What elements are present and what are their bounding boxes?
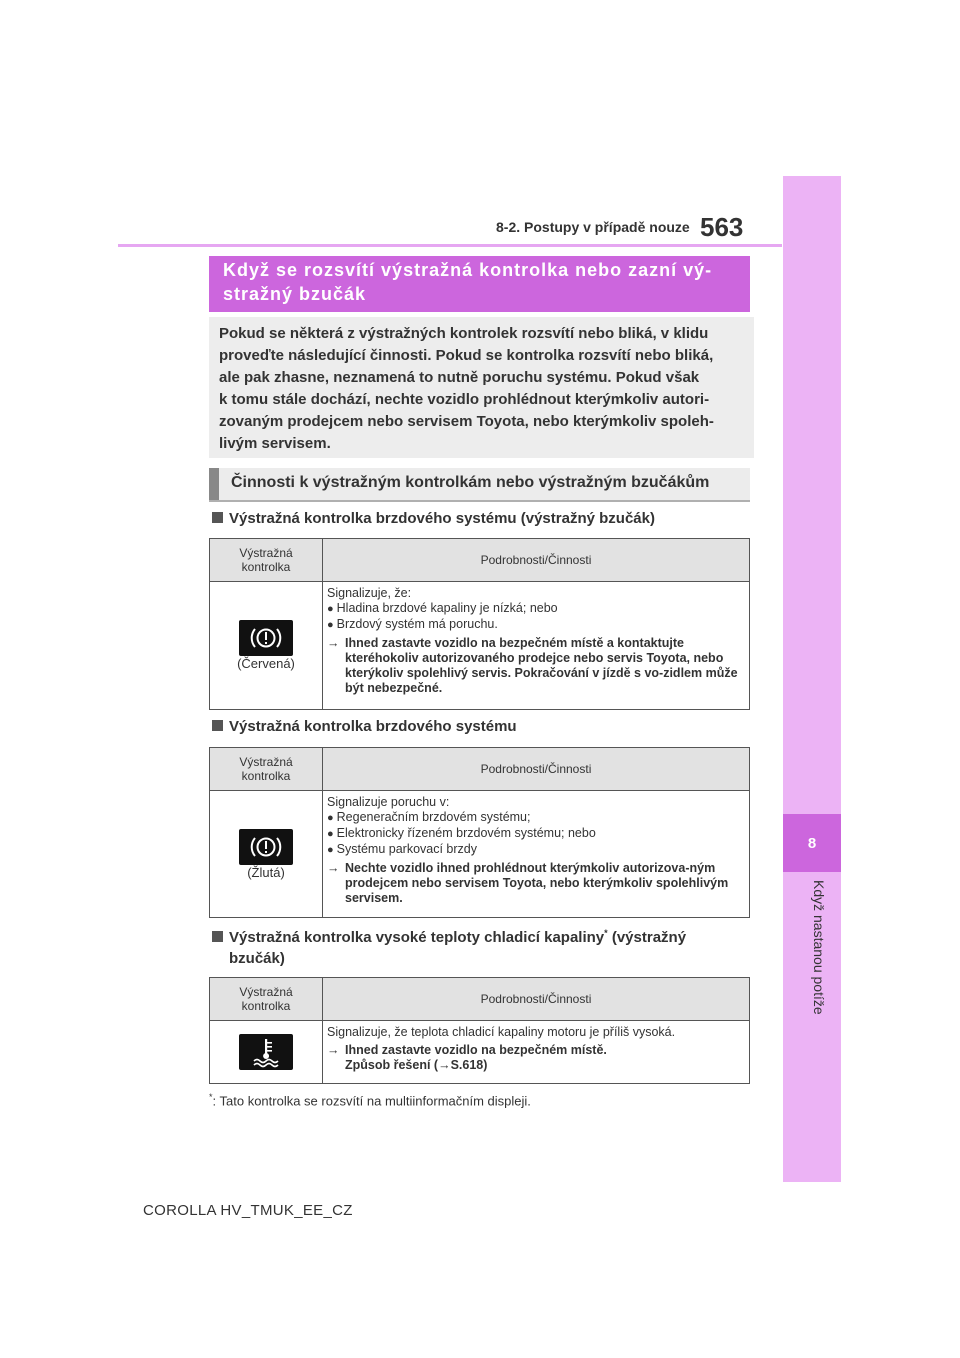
lamp-color-caption: (Žlutá) bbox=[247, 864, 285, 880]
document-id: COROLLA HV_TMUK_EE_CZ bbox=[143, 1202, 353, 1219]
square-bullet-icon bbox=[212, 931, 223, 942]
list-item: ● Brzdový systém má poruchu. bbox=[327, 617, 745, 633]
action-text: → Nechte vozidlo ihned prohlédnout kterýmkoliv autorizova-ným prodejcem nebo servisem Toyota, nebo kterýmkoliv spolehlivým servisem. bbox=[327, 861, 729, 905]
main-heading-line-2: stražný bzučák bbox=[223, 284, 367, 304]
lamp-cell bbox=[210, 1021, 323, 1084]
intro-line: zovaným prodejcem nebo servisem Toyota, nebo kterýmkoliv spoleh- bbox=[219, 413, 714, 430]
header-divider bbox=[118, 244, 782, 247]
column-header-details: Podrobnosti/Činnosti bbox=[323, 539, 750, 582]
details-cell: Signalizuje, že: ● Hladina brzdové kapaliny je nízká; nebo ● Brzdový systém má poruchu. → Ihned zastavte vozidlo na bezpečném místě a kontaktujte kteréhokoliv autorizovaného prodejce nebo servis Toyota, nebo kterýkoliv spolehlivý servis. Pokračování v jízdě s vo-zidlem může být nebezpečné. bbox=[323, 582, 750, 710]
list-item: ● Hladina brzdové kapaliny je nízká; nebo bbox=[327, 601, 745, 617]
warning-table bbox=[209, 747, 750, 918]
section-title: Výstražná kontrolka brzdového systému bbox=[212, 718, 517, 735]
column-header-lamp: Výstražná kontrolka bbox=[210, 539, 323, 582]
square-bullet-icon bbox=[212, 720, 223, 731]
warning-table bbox=[209, 977, 750, 1084]
arrow-icon: → bbox=[327, 861, 340, 875]
section-title: Výstražná kontrolka brzdového systému (výstražný bzučák) bbox=[212, 510, 655, 527]
intro-box bbox=[209, 317, 754, 458]
column-header-lamp: Výstražná kontrolka bbox=[210, 748, 323, 791]
list-item: ● Elektronicky řízeném brzdovém systému; nebo bbox=[327, 826, 745, 842]
chapter-number-tab bbox=[783, 814, 841, 872]
sub-heading-divider bbox=[209, 500, 750, 502]
list-item: ● Regeneračním brzdovém systému; bbox=[327, 810, 745, 826]
page-number: 563 bbox=[700, 212, 744, 242]
section-title-continued: bzučák) bbox=[229, 950, 285, 967]
intro-line: ale pak zhasne, neznamená to nutně poruchu systému. Pokud však bbox=[219, 369, 700, 386]
lamp-color-caption: (Červená) bbox=[237, 656, 295, 671]
intro-line: k tomu stále dochází, nechte vozidlo prohlédnout kterýmkoliv autori- bbox=[219, 391, 710, 408]
details-cell: Signalizuje, že teplota chladicí kapaliny motoru je příliš vysoká. → Ihned zastavte vozidlo na bezpečném místě. Způsob řešení (→S.618) bbox=[323, 1021, 750, 1084]
arrow-icon: → bbox=[327, 1043, 340, 1057]
column-header-details: Podrobnosti/Činnosti bbox=[323, 978, 750, 1021]
sub-heading bbox=[209, 468, 750, 500]
brake-warning-icon bbox=[239, 829, 293, 865]
action-text: → Ihned zastavte vozidlo na bezpečném místě a kontaktujte kteréhokoliv autorizovaného prodejce nebo servis Toyota, nebo kterýkoliv spolehlivý servis. Pokračování v jízdě s vo-zidlem může být nebezpečné. bbox=[327, 636, 738, 695]
list-item: ● Systému parkovací brzdy bbox=[327, 842, 745, 858]
chapter-number: 8 bbox=[807, 834, 817, 852]
intro-line: proveďte následující činnosti. Pokud se kontrolka rozsvítí nebo bliká, bbox=[219, 347, 714, 364]
main-heading-line-1: Když se rozsvítí výstražná kontrolka nebo zazní vý- bbox=[223, 260, 713, 280]
warning-table bbox=[209, 538, 750, 710]
main-heading bbox=[209, 256, 750, 312]
lamp-cell bbox=[210, 582, 323, 710]
square-bullet-icon bbox=[212, 512, 223, 523]
intro-line: livým servisem. bbox=[219, 435, 331, 452]
intro-line: Pokud se některá z výstražných kontrolek rozsvítí nebo bliká, v klidu bbox=[219, 325, 709, 342]
brake-warning-icon bbox=[239, 620, 293, 656]
arrow-icon: → bbox=[438, 1058, 451, 1072]
section-reference: 8-2. Postupy v případě nouze bbox=[496, 219, 690, 235]
sub-heading-text: Činnosti k výstražným kontrolkám nebo výstražným bzučákům bbox=[231, 474, 710, 491]
arrow-icon: → bbox=[327, 636, 340, 650]
footnote: *: Tato kontrolka se rozsvítí na multiinformačním displeji. bbox=[209, 1092, 531, 1109]
column-header-lamp: Výstražná kontrolka bbox=[210, 978, 323, 1021]
section-title: Výstražná kontrolka vysoké teploty chladicí kapaliny* (výstražný bbox=[212, 928, 686, 946]
chapter-title: Když nastanou potíže bbox=[811, 880, 827, 1015]
lamp-cell bbox=[210, 791, 323, 918]
details-cell: Signalizuje poruchu v: ● Regeneračním brzdovém systému; ● Elektronicky řízeném brzdovém systému; nebo ● Systému parkovací brzdy → Nechte vozidlo ihned prohlédnout kterýmkoliv autorizova-ným prodejcem nebo servisem Toyota, nebo kterýmkoliv spolehlivým servisem. bbox=[323, 791, 750, 918]
action-text: → Ihned zastavte vozidlo na bezpečném místě. Způsob řešení (→S.618) bbox=[327, 1043, 607, 1072]
column-header-details: Podrobnosti/Činnosti bbox=[323, 748, 750, 791]
coolant-temperature-icon bbox=[239, 1034, 293, 1070]
